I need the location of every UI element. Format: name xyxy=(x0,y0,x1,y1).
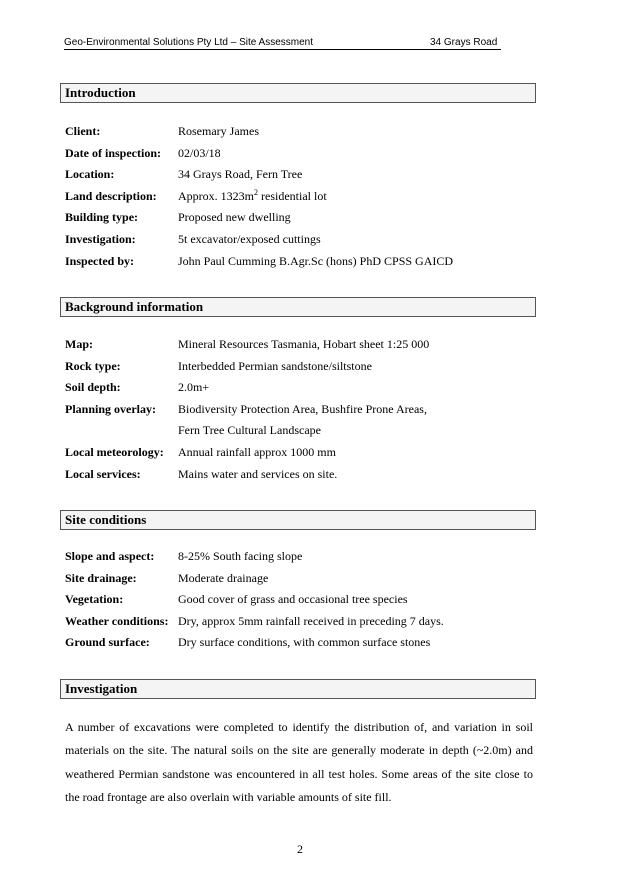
section-title-investigation: Investigation xyxy=(60,679,536,699)
section-title-site-conditions: Site conditions xyxy=(60,510,536,530)
section-title-background: Background information xyxy=(60,297,536,317)
value: Dry, approx 5mm rainfall received in preceding 7 days. xyxy=(178,613,444,628)
page-number: 2 xyxy=(297,842,303,856)
value: Mineral Resources Tasmania, Hobart sheet 1:25 000 xyxy=(178,337,430,351)
value: Biodiversity Protection Area, Bushfire Prone Areas, xyxy=(178,401,427,416)
section-title-introduction: Introduction xyxy=(60,83,536,103)
label: Investigation: xyxy=(65,231,136,246)
value: Annual rainfall approx 1000 mm xyxy=(178,444,336,459)
page-header xyxy=(64,37,501,50)
label: Slope and aspect: xyxy=(65,549,155,563)
label: Location: xyxy=(65,167,115,182)
label: Soil depth: xyxy=(65,380,121,395)
label: Vegetation: xyxy=(65,592,124,607)
value: Interbedded Permian sandstone/siltstone xyxy=(178,358,372,373)
label: Local meteorology: xyxy=(65,444,164,459)
value-sup: 2 xyxy=(254,187,258,197)
label: Map: xyxy=(65,337,93,351)
value: 5t excavator/exposed cuttings xyxy=(178,231,321,246)
label: Rock type: xyxy=(65,358,121,373)
label: Date of inspection: xyxy=(65,145,161,160)
label: Planning overlay: xyxy=(65,401,157,416)
label: Inspected by: xyxy=(65,253,135,268)
header-company: Geo-Environmental Solutions Pty Ltd – Site Assessment xyxy=(64,37,314,48)
value: 8-25% South facing slope xyxy=(178,549,303,563)
header-address: 34 Grays Road xyxy=(430,37,498,48)
value: Dry surface conditions, with common surface stones xyxy=(178,635,431,650)
label: Local services: xyxy=(65,466,141,481)
value: Fern Tree Cultural Landscape xyxy=(178,423,321,438)
label: Land description: xyxy=(65,188,157,203)
value xyxy=(178,186,327,208)
value: Good cover of grass and occasional tree species xyxy=(178,592,408,607)
value-post: residential lot xyxy=(258,188,327,203)
label: Weather conditions: xyxy=(65,613,169,628)
investigation-paragraph: A number of excavations were completed to identify the distribution of, and variation in soil materials on the site. The natural soils on the site are generally moderate in depth (~2.0m) and weathered Permian sandstone was encountered in all test holes. Some areas of the site close to the road frontage are also overlain with variable amounts of site fill. xyxy=(65,720,533,805)
value: 02/03/18 xyxy=(178,145,221,160)
label: Client: xyxy=(65,124,101,138)
label: Building type: xyxy=(65,210,139,225)
value: Moderate drainage xyxy=(178,570,269,585)
label: Site drainage: xyxy=(65,570,137,585)
value: Mains water and services on site. xyxy=(178,466,338,481)
value: John Paul Cumming B.Agr.Sc (hons) PhD CPSS GAICD xyxy=(178,253,454,268)
value: 2.0m+ xyxy=(178,380,210,395)
value: Rosemary James xyxy=(178,124,259,138)
value-pre: Approx. 1323m xyxy=(178,188,254,203)
value: 34 Grays Road, Fern Tree xyxy=(178,167,303,182)
value: Proposed new dwelling xyxy=(178,210,291,225)
label: Ground surface: xyxy=(65,635,150,650)
